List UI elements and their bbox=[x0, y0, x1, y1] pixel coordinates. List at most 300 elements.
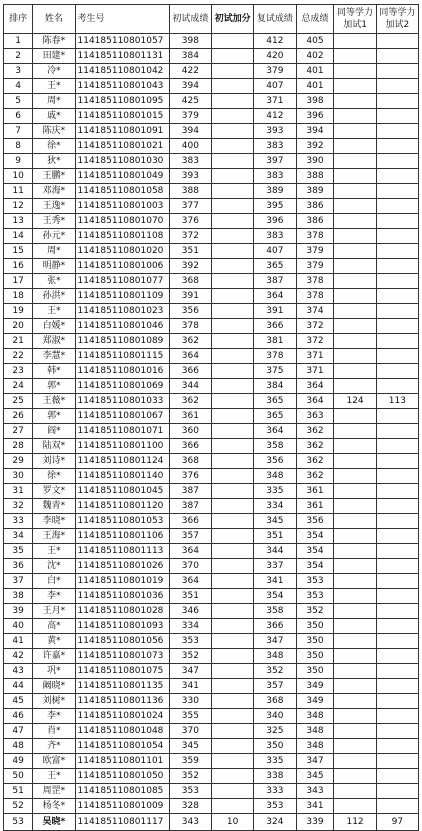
equivalent-test-1-cell bbox=[334, 649, 376, 664]
equivalent-test-2-cell bbox=[376, 694, 418, 709]
total-score-cell: 371 bbox=[296, 349, 334, 364]
retest-score-cell: 335 bbox=[254, 484, 296, 499]
rank-cell: 29 bbox=[4, 454, 33, 469]
equivalent-test-2-cell bbox=[376, 244, 418, 259]
rank-cell: 27 bbox=[4, 424, 33, 439]
equivalent-test-2-cell bbox=[376, 724, 418, 739]
rank-cell: 16 bbox=[4, 259, 33, 274]
equivalent-test-2-cell bbox=[376, 484, 418, 499]
equivalent-test-1-cell bbox=[334, 319, 376, 334]
exam-id-cell: 114185110801030 bbox=[75, 154, 169, 169]
table-row bbox=[4, 439, 419, 454]
table-row bbox=[4, 814, 419, 831]
bonus-cell bbox=[212, 679, 254, 694]
total-score-cell: 396 bbox=[296, 109, 334, 124]
rank-cell: 35 bbox=[4, 544, 33, 559]
total-score-cell: 354 bbox=[296, 529, 334, 544]
name-cell: 李慧* bbox=[33, 349, 75, 364]
initial-score-cell: 345 bbox=[169, 739, 211, 754]
equivalent-test-1-cell bbox=[334, 724, 376, 739]
rank-cell: 6 bbox=[4, 109, 33, 124]
table-row bbox=[4, 589, 419, 604]
bonus-cell bbox=[212, 304, 254, 319]
equivalent-test-2-cell bbox=[376, 199, 418, 214]
bonus-cell bbox=[212, 154, 254, 169]
equivalent-test-1-cell bbox=[334, 709, 376, 724]
initial-score-cell: 366 bbox=[169, 364, 211, 379]
equivalent-test-2-cell bbox=[376, 559, 418, 574]
name-cell: 杨冬* bbox=[33, 799, 75, 814]
initial-score-cell: 344 bbox=[169, 379, 211, 394]
table-row bbox=[4, 574, 419, 589]
name-cell: 黄* bbox=[33, 634, 75, 649]
retest-score-cell: 351 bbox=[254, 529, 296, 544]
exam-id-cell: 114185110801100 bbox=[75, 439, 169, 454]
initial-score-cell: 368 bbox=[169, 274, 211, 289]
name-cell: 巩* bbox=[33, 664, 75, 679]
equivalent-test-2-cell bbox=[376, 184, 418, 199]
name-cell: 郭* bbox=[33, 409, 75, 424]
equivalent-test-1-cell bbox=[334, 589, 376, 604]
table-row bbox=[4, 769, 419, 784]
total-score-cell: 389 bbox=[296, 184, 334, 199]
name-cell: 李晓* bbox=[33, 514, 75, 529]
total-score-cell: 361 bbox=[296, 484, 334, 499]
equivalent-test-1-cell bbox=[334, 784, 376, 799]
exam-id-cell: 114185110801015 bbox=[75, 109, 169, 124]
rank-cell: 30 bbox=[4, 469, 33, 484]
equivalent-test-1-cell bbox=[334, 349, 376, 364]
table-row bbox=[4, 559, 419, 574]
rank-cell: 15 bbox=[4, 244, 33, 259]
retest-score-cell: 407 bbox=[254, 244, 296, 259]
table-row bbox=[4, 679, 419, 694]
exam-id-cell: 114185110801095 bbox=[75, 94, 169, 109]
retest-score-cell: 348 bbox=[254, 469, 296, 484]
retest-score-cell: 334 bbox=[254, 499, 296, 514]
equivalent-test-2-cell bbox=[376, 664, 418, 679]
bonus-cell bbox=[212, 199, 254, 214]
retest-score-cell: 368 bbox=[254, 694, 296, 709]
retest-score-cell: 341 bbox=[254, 574, 296, 589]
retest-score-cell: 397 bbox=[254, 154, 296, 169]
table-row bbox=[4, 754, 419, 769]
rank-cell: 32 bbox=[4, 499, 33, 514]
name-cell: 周罡* bbox=[33, 784, 75, 799]
exam-id-cell: 114185110801056 bbox=[75, 634, 169, 649]
initial-score-cell: 394 bbox=[169, 79, 211, 94]
exam-id-cell: 114185110801020 bbox=[75, 244, 169, 259]
equivalent-test-1-cell bbox=[334, 484, 376, 499]
retest-score-cell: 340 bbox=[254, 709, 296, 724]
table-row bbox=[4, 154, 419, 169]
initial-score-cell: 351 bbox=[169, 589, 211, 604]
equivalent-test-1-cell bbox=[334, 229, 376, 244]
table-row bbox=[4, 109, 419, 124]
initial-score-cell: 372 bbox=[169, 229, 211, 244]
exam-id-cell: 114185110801016 bbox=[75, 364, 169, 379]
total-score-cell: 348 bbox=[296, 739, 334, 754]
exam-id-cell: 114185110801073 bbox=[75, 649, 169, 664]
bonus-cell bbox=[212, 409, 254, 424]
bonus-cell bbox=[212, 49, 254, 64]
retest-score-cell: 364 bbox=[254, 424, 296, 439]
initial-score-cell: 364 bbox=[169, 349, 211, 364]
table-row bbox=[4, 64, 419, 79]
initial-score-cell: 347 bbox=[169, 664, 211, 679]
rank-cell: 38 bbox=[4, 589, 33, 604]
header-bonus: 初试加分 bbox=[212, 5, 254, 34]
retest-score-cell: 381 bbox=[254, 334, 296, 349]
retest-score-cell: 335 bbox=[254, 754, 296, 769]
total-score-cell: 350 bbox=[296, 664, 334, 679]
exam-id-cell: 114185110801045 bbox=[75, 484, 169, 499]
bonus-cell bbox=[212, 229, 254, 244]
equivalent-test-1-cell bbox=[334, 439, 376, 454]
exam-id-cell: 114185110801069 bbox=[75, 379, 169, 394]
retest-score-cell: 356 bbox=[254, 454, 296, 469]
exam-id-cell: 114185110801028 bbox=[75, 604, 169, 619]
equivalent-test-2-cell bbox=[376, 769, 418, 784]
name-cell: 明静* bbox=[33, 259, 75, 274]
bonus-cell bbox=[212, 34, 254, 49]
rank-cell: 24 bbox=[4, 379, 33, 394]
total-score-cell: 362 bbox=[296, 424, 334, 439]
exam-id-cell: 114185110801070 bbox=[75, 214, 169, 229]
equivalent-test-1-cell bbox=[334, 289, 376, 304]
initial-score-cell: 366 bbox=[169, 514, 211, 529]
equivalent-test-1-cell bbox=[334, 139, 376, 154]
equivalent-test-1-cell bbox=[334, 379, 376, 394]
table-row bbox=[4, 784, 419, 799]
exam-id-cell: 114185110801135 bbox=[75, 679, 169, 694]
rank-cell: 11 bbox=[4, 184, 33, 199]
bonus-cell bbox=[212, 574, 254, 589]
bonus-cell bbox=[212, 499, 254, 514]
equivalent-test-1-cell: 112 bbox=[334, 814, 376, 831]
retest-score-cell: 384 bbox=[254, 379, 296, 394]
rank-cell: 14 bbox=[4, 229, 33, 244]
rank-cell: 7 bbox=[4, 124, 33, 139]
name-cell: 齐* bbox=[33, 739, 75, 754]
total-score-cell: 386 bbox=[296, 199, 334, 214]
retest-score-cell: 338 bbox=[254, 769, 296, 784]
retest-score-cell: 345 bbox=[254, 514, 296, 529]
total-score-cell: 378 bbox=[296, 229, 334, 244]
table-row bbox=[4, 79, 419, 94]
equivalent-test-1-cell bbox=[334, 634, 376, 649]
total-score-cell: 362 bbox=[296, 469, 334, 484]
exam-id-cell: 114185110801049 bbox=[75, 169, 169, 184]
table-row bbox=[4, 649, 419, 664]
name-cell: 王* bbox=[33, 304, 75, 319]
rank-cell: 50 bbox=[4, 769, 33, 784]
rank-cell: 18 bbox=[4, 289, 33, 304]
name-cell: 周* bbox=[33, 244, 75, 259]
total-score-cell: 364 bbox=[296, 379, 334, 394]
bonus-cell bbox=[212, 784, 254, 799]
initial-score-cell: 361 bbox=[169, 409, 211, 424]
rank-cell: 42 bbox=[4, 649, 33, 664]
bonus-cell bbox=[212, 124, 254, 139]
retest-score-cell: 407 bbox=[254, 79, 296, 94]
exam-id-cell: 114185110801054 bbox=[75, 739, 169, 754]
bonus-cell bbox=[212, 214, 254, 229]
initial-score-cell: 343 bbox=[169, 814, 211, 831]
exam-id-cell: 114185110801024 bbox=[75, 709, 169, 724]
exam-id-cell: 114185110801124 bbox=[75, 454, 169, 469]
equivalent-test-2-cell bbox=[376, 124, 418, 139]
table-row bbox=[4, 709, 419, 724]
exam-id-cell: 114185110801109 bbox=[75, 289, 169, 304]
total-score-cell: 345 bbox=[296, 769, 334, 784]
total-score-cell: 390 bbox=[296, 154, 334, 169]
table-row bbox=[4, 34, 419, 49]
total-score-cell: 402 bbox=[296, 49, 334, 64]
name-cell: 田建* bbox=[33, 49, 75, 64]
retest-score-cell: 358 bbox=[254, 604, 296, 619]
total-score-cell: 352 bbox=[296, 604, 334, 619]
initial-score-cell: 387 bbox=[169, 484, 211, 499]
initial-score-cell: 376 bbox=[169, 469, 211, 484]
bonus-cell bbox=[212, 514, 254, 529]
total-score-cell: 363 bbox=[296, 409, 334, 424]
bonus-cell bbox=[212, 244, 254, 259]
equivalent-test-1-cell bbox=[334, 544, 376, 559]
exam-id-cell: 114185110801057 bbox=[75, 34, 169, 49]
equivalent-test-1-cell bbox=[334, 94, 376, 109]
total-score-cell: 362 bbox=[296, 439, 334, 454]
total-score-cell: 372 bbox=[296, 319, 334, 334]
bonus-cell bbox=[212, 454, 254, 469]
retest-score-cell: 365 bbox=[254, 259, 296, 274]
equivalent-test-2-cell bbox=[376, 589, 418, 604]
bonus-cell bbox=[212, 379, 254, 394]
total-score-cell: 379 bbox=[296, 259, 334, 274]
total-score-cell: 348 bbox=[296, 709, 334, 724]
total-score-cell: 341 bbox=[296, 799, 334, 814]
bonus-cell bbox=[212, 619, 254, 634]
initial-score-cell: 364 bbox=[169, 574, 211, 589]
bonus-cell bbox=[212, 394, 254, 409]
equivalent-test-1-cell bbox=[334, 559, 376, 574]
retest-score-cell: 375 bbox=[254, 364, 296, 379]
rank-cell: 31 bbox=[4, 484, 33, 499]
retest-score-cell: 383 bbox=[254, 229, 296, 244]
rank-cell: 37 bbox=[4, 574, 33, 589]
name-cell: 邓海* bbox=[33, 184, 75, 199]
initial-score-cell: 352 bbox=[169, 769, 211, 784]
initial-score-cell: 356 bbox=[169, 304, 211, 319]
total-score-cell: 343 bbox=[296, 784, 334, 799]
exam-id-cell: 114185110801091 bbox=[75, 124, 169, 139]
exam-id-cell: 114185110801019 bbox=[75, 574, 169, 589]
exam-id-cell: 114185110801108 bbox=[75, 229, 169, 244]
bonus-cell bbox=[212, 709, 254, 724]
name-cell: 高* bbox=[33, 619, 75, 634]
name-cell: 韩* bbox=[33, 364, 75, 379]
initial-score-cell: 355 bbox=[169, 709, 211, 724]
rank-cell: 21 bbox=[4, 334, 33, 349]
equivalent-test-2-cell bbox=[376, 259, 418, 274]
total-score-cell: 349 bbox=[296, 694, 334, 709]
exam-id-cell: 114185110801075 bbox=[75, 664, 169, 679]
name-cell: 阚晓* bbox=[33, 679, 75, 694]
total-score-cell: 394 bbox=[296, 124, 334, 139]
total-score-cell: 339 bbox=[296, 814, 334, 831]
exam-id-cell: 114185110801077 bbox=[75, 274, 169, 289]
equivalent-test-2-cell bbox=[376, 229, 418, 244]
rank-cell: 23 bbox=[4, 364, 33, 379]
initial-score-cell: 360 bbox=[169, 424, 211, 439]
name-cell: 王* bbox=[33, 544, 75, 559]
table-row bbox=[4, 244, 419, 259]
bonus-cell bbox=[212, 739, 254, 754]
bonus-cell bbox=[212, 799, 254, 814]
rank-cell: 43 bbox=[4, 664, 33, 679]
score-table bbox=[3, 4, 419, 831]
equivalent-test-1-cell bbox=[334, 574, 376, 589]
initial-score-cell: 378 bbox=[169, 319, 211, 334]
equivalent-test-1-cell bbox=[334, 154, 376, 169]
table-body bbox=[4, 34, 419, 831]
exam-id-cell: 114185110801053 bbox=[75, 514, 169, 529]
equivalent-test-2-cell bbox=[376, 709, 418, 724]
initial-score-cell: 341 bbox=[169, 679, 211, 694]
exam-id-cell: 114185110801009 bbox=[75, 799, 169, 814]
rank-cell: 19 bbox=[4, 304, 33, 319]
rank-cell: 53 bbox=[4, 814, 33, 831]
name-cell: 欧富* bbox=[33, 754, 75, 769]
equivalent-test-2-cell bbox=[376, 739, 418, 754]
equivalent-test-2-cell bbox=[376, 424, 418, 439]
equivalent-test-2-cell bbox=[376, 499, 418, 514]
name-cell: 李* bbox=[33, 709, 75, 724]
bonus-cell bbox=[212, 424, 254, 439]
rank-cell: 33 bbox=[4, 514, 33, 529]
equivalent-test-1-cell bbox=[334, 169, 376, 184]
equivalent-test-1-cell bbox=[334, 679, 376, 694]
name-cell: 王鹏* bbox=[33, 169, 75, 184]
retest-score-cell: 378 bbox=[254, 349, 296, 364]
equivalent-test-2-cell bbox=[376, 679, 418, 694]
exam-id-cell: 114185110801085 bbox=[75, 784, 169, 799]
table-row bbox=[4, 724, 419, 739]
table-row bbox=[4, 484, 419, 499]
equivalent-test-2-cell bbox=[376, 334, 418, 349]
bonus-cell bbox=[212, 349, 254, 364]
exam-id-cell: 114185110801058 bbox=[75, 184, 169, 199]
table-row bbox=[4, 229, 419, 244]
table-row bbox=[4, 184, 419, 199]
header-row bbox=[4, 5, 419, 34]
rank-cell: 44 bbox=[4, 679, 33, 694]
name-cell: 郭* bbox=[33, 379, 75, 394]
name-cell: 阎* bbox=[33, 424, 75, 439]
equivalent-test-1-cell bbox=[334, 604, 376, 619]
retest-score-cell: 379 bbox=[254, 64, 296, 79]
table-row bbox=[4, 604, 419, 619]
table-row bbox=[4, 424, 419, 439]
retest-score-cell: 420 bbox=[254, 49, 296, 64]
table-row bbox=[4, 529, 419, 544]
exam-id-cell: 114185110801117 bbox=[75, 814, 169, 831]
equivalent-test-1-cell bbox=[334, 499, 376, 514]
exam-id-cell: 114185110801048 bbox=[75, 724, 169, 739]
exam-id-cell: 114185110801067 bbox=[75, 409, 169, 424]
equivalent-test-1-cell bbox=[334, 334, 376, 349]
name-cell: 周* bbox=[33, 94, 75, 109]
rank-cell: 41 bbox=[4, 634, 33, 649]
table-row bbox=[4, 169, 419, 184]
retest-score-cell: 364 bbox=[254, 289, 296, 304]
retest-score-cell: 412 bbox=[254, 34, 296, 49]
exam-id-cell: 114185110801115 bbox=[75, 349, 169, 364]
bonus-cell: 10 bbox=[212, 814, 254, 831]
exam-id-cell: 114185110801089 bbox=[75, 334, 169, 349]
table-row bbox=[4, 139, 419, 154]
table-row bbox=[4, 364, 419, 379]
total-score-cell: 386 bbox=[296, 214, 334, 229]
total-score-cell: 378 bbox=[296, 274, 334, 289]
bonus-cell bbox=[212, 469, 254, 484]
equivalent-test-2-cell bbox=[376, 109, 418, 124]
equivalent-test-1-cell bbox=[334, 694, 376, 709]
equivalent-test-1-cell bbox=[334, 364, 376, 379]
rank-cell: 47 bbox=[4, 724, 33, 739]
equivalent-test-2-cell bbox=[376, 274, 418, 289]
total-score-cell: 361 bbox=[296, 499, 334, 514]
initial-score-cell: 388 bbox=[169, 184, 211, 199]
retest-score-cell: 383 bbox=[254, 139, 296, 154]
retest-score-cell: 333 bbox=[254, 784, 296, 799]
bonus-cell bbox=[212, 769, 254, 784]
exam-id-cell: 114185110801120 bbox=[75, 499, 169, 514]
name-cell: 戚* bbox=[33, 109, 75, 124]
retest-score-cell: 396 bbox=[254, 214, 296, 229]
table-row bbox=[4, 49, 419, 64]
equivalent-test-2-cell bbox=[376, 364, 418, 379]
exam-id-cell: 114185110801050 bbox=[75, 769, 169, 784]
equivalent-test-2-cell bbox=[376, 49, 418, 64]
table-row bbox=[4, 304, 419, 319]
initial-score-cell: 364 bbox=[169, 544, 211, 559]
equivalent-test-2-cell bbox=[376, 649, 418, 664]
name-cell: 王* bbox=[33, 79, 75, 94]
exam-id-cell: 114185110801101 bbox=[75, 754, 169, 769]
equivalent-test-1-cell bbox=[334, 529, 376, 544]
equivalent-test-1-cell bbox=[334, 769, 376, 784]
bonus-cell bbox=[212, 724, 254, 739]
table-row bbox=[4, 199, 419, 214]
retest-score-cell: 348 bbox=[254, 649, 296, 664]
retest-score-cell: 393 bbox=[254, 124, 296, 139]
table-row bbox=[4, 319, 419, 334]
equivalent-test-1-cell bbox=[334, 754, 376, 769]
bonus-cell bbox=[212, 79, 254, 94]
equivalent-test-1-cell bbox=[334, 34, 376, 49]
equivalent-test-1-cell bbox=[334, 259, 376, 274]
equivalent-test-1-cell bbox=[334, 304, 376, 319]
total-score-cell: 401 bbox=[296, 64, 334, 79]
exam-id-cell: 114185110801003 bbox=[75, 199, 169, 214]
retest-score-cell: 354 bbox=[254, 589, 296, 604]
initial-score-cell: 400 bbox=[169, 139, 211, 154]
rank-cell: 5 bbox=[4, 94, 33, 109]
total-score-cell: 353 bbox=[296, 589, 334, 604]
equivalent-test-2-cell bbox=[376, 304, 418, 319]
name-cell: 王逸* bbox=[33, 199, 75, 214]
